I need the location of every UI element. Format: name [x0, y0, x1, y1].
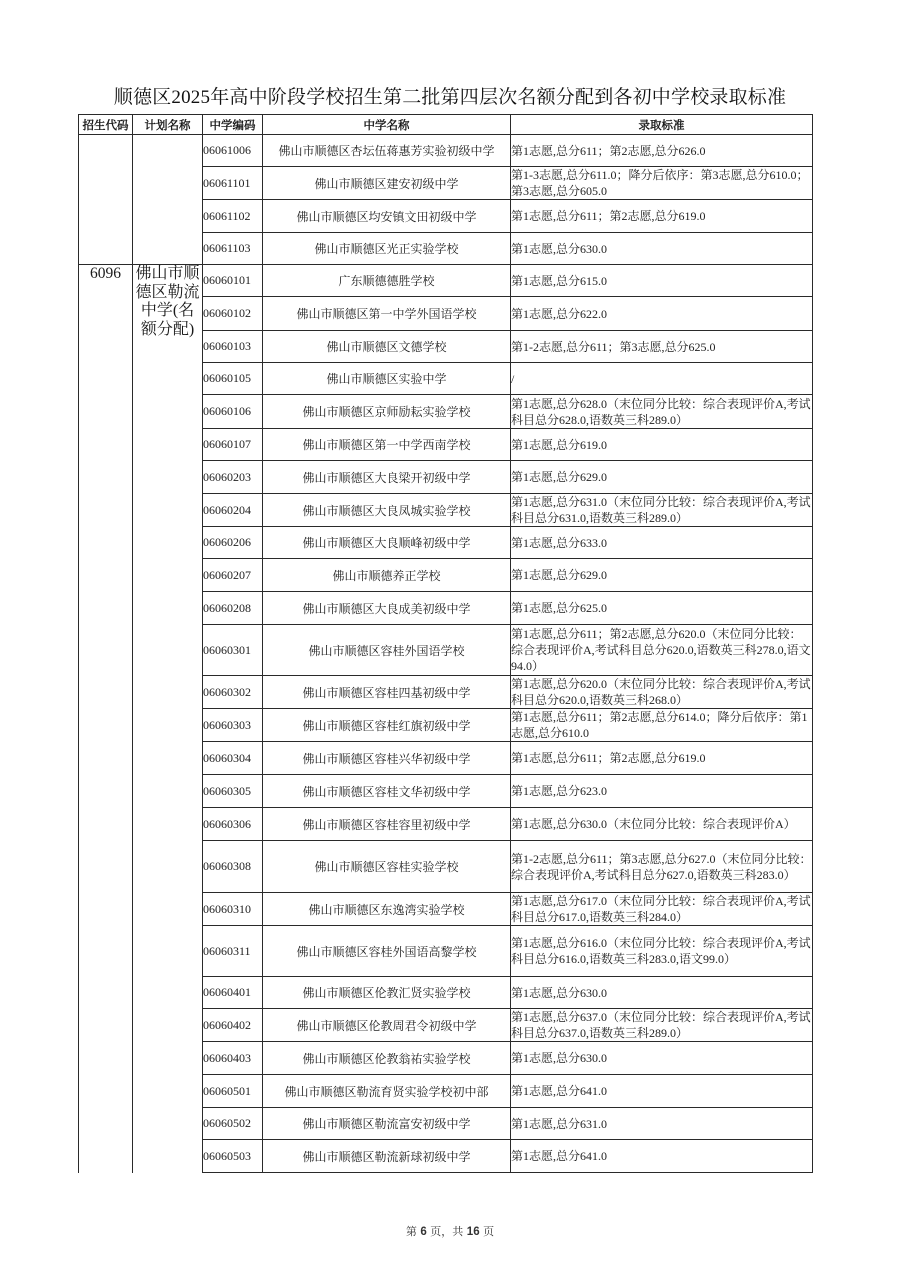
school-name: 佛山市顺德区杏坛伍蒋惠芳实验初级中学 [263, 135, 511, 167]
school-code: 06060204 [203, 494, 263, 527]
admission-criteria: 第1志愿,总分611；第2志愿,总分626.0 [511, 135, 813, 167]
header-enroll-code: 招生代码 [79, 115, 133, 135]
admission-criteria-table [78, 114, 813, 1173]
school-code: 06060403 [203, 1042, 263, 1075]
school-code: 06060208 [203, 592, 263, 625]
admission-criteria: 第1志愿,总分629.0 [511, 559, 813, 592]
school-name: 佛山市顺德区东逸湾实验学校 [263, 893, 511, 926]
school-name: 佛山市顺德区伦教翁祐实验学校 [263, 1042, 511, 1075]
school-code: 06060101 [203, 265, 263, 297]
school-code: 06061101 [203, 167, 263, 200]
school-code: 06060106 [203, 395, 263, 429]
header-school-name: 中学名称 [263, 115, 511, 135]
group-enroll-code [79, 135, 133, 265]
school-name: 佛山市顺德区大良梁开初级中学 [263, 461, 511, 494]
admission-criteria: 第1志愿,总分637.0（末位同分比较：综合表现评价A,考试科目总分637.0,语数英三科289.0） [511, 1010, 811, 1040]
admission-criteria: 第1志愿,总分623.0 [511, 775, 813, 808]
school-name: 佛山市顺德区文德学校 [263, 331, 511, 363]
school-name: 佛山市顺德区容桂外国语学校 [263, 625, 511, 676]
school-name: 佛山市顺德区第一中学外国语学校 [263, 297, 511, 331]
school-code: 06060105 [203, 363, 263, 395]
school-name: 佛山市顺德区容桂容里初级中学 [263, 808, 511, 841]
page-title: 顺德区2025年高中阶段学校招生第二批第四层次名额分配到各初中学校录取标准 [113, 87, 787, 108]
total-page-count: 16 [466, 1226, 480, 1238]
header-criteria: 录取标准 [511, 115, 813, 135]
school-name: 佛山市顺德区均安镇文田初级中学 [263, 200, 511, 233]
school-name: 广东顺德德胜学校 [263, 265, 511, 297]
school-code: 06060501 [203, 1075, 263, 1108]
table-row [79, 265, 813, 297]
admission-criteria: 第1志愿,总分629.0 [511, 461, 813, 494]
school-code: 06061102 [203, 200, 263, 233]
school-code: 06060310 [203, 893, 263, 926]
school-code: 06060305 [203, 775, 263, 808]
admission-criteria: 第1志愿,总分616.0（末位同分比较：综合表现评价A,考试科目总分616.0,语数英三科283.0,语文99.0） [511, 926, 813, 977]
school-code: 06060302 [203, 676, 263, 709]
school-name: 佛山市顺德养正学校 [263, 559, 511, 592]
admission-criteria: 第1志愿,总分622.0 [511, 297, 813, 331]
admission-criteria: 第1志愿,总分631.0 [511, 1108, 813, 1140]
school-code: 06060301 [203, 625, 263, 676]
admission-criteria: 第1志愿,总分641.0 [511, 1075, 813, 1108]
table-header-row [79, 115, 813, 135]
admission-criteria: 第1志愿,总分611；第2志愿,总分619.0 [511, 742, 813, 775]
school-name: 佛山市顺德区容桂文华初级中学 [263, 775, 511, 808]
admission-criteria: 第1志愿,总分628.0（末位同分比较：综合表现评价A,考试科目总分628.0,语数英三科289.0） [511, 396, 811, 427]
admission-criteria: 第1-3志愿,总分611.0；降分后依序：第3志愿,总分610.0；第3志愿,总分605.0 [511, 167, 813, 200]
admission-criteria: 第1志愿,总分630.0 [511, 233, 813, 265]
school-name: 佛山市顺德区大良成美初级中学 [263, 592, 511, 625]
school-code: 06060402 [203, 1009, 263, 1042]
admission-criteria: 第1志愿,总分641.0 [511, 1140, 813, 1173]
school-name: 佛山市顺德区实验中学 [263, 363, 511, 395]
admission-criteria: 第1志愿,总分633.0 [511, 527, 813, 559]
school-code: 06060203 [203, 461, 263, 494]
school-code: 06060303 [203, 709, 263, 742]
school-name: 佛山市顺德区第一中学西南学校 [263, 429, 511, 461]
admission-criteria: 第1志愿,总分611；第2志愿,总分614.0；降分后依序：第1志愿,总分610.0 [511, 709, 813, 742]
admission-criteria: 第1志愿,总分611；第2志愿,总分619.0 [511, 200, 813, 233]
school-name: 佛山市顺德区容桂兴华初级中学 [263, 742, 511, 775]
school-code: 06060304 [203, 742, 263, 775]
footer-suffix: 页 [479, 1225, 495, 1238]
school-name: 佛山市顺德区勒流富安初级中学 [263, 1108, 511, 1140]
group-plan-name [133, 135, 203, 265]
school-name: 佛山市顺德区大良顺峰初级中学 [263, 527, 511, 559]
school-code: 06060308 [203, 841, 263, 893]
school-code: 06060401 [203, 977, 263, 1009]
admission-criteria: 第1志愿,总分620.0（末位同分比较：综合表现评价A,考试科目总分620.0,语数英三科268.0） [511, 677, 811, 707]
admission-criteria: 第1志愿,总分631.0（末位同分比较：综合表现评价A,考试科目总分631.0,语数英三科289.0） [511, 495, 811, 525]
school-name: 佛山市顺德区容桂红旗初级中学 [263, 709, 511, 742]
admission-criteria: / [511, 363, 813, 395]
current-page-number: 6 [420, 1226, 427, 1238]
school-name: 佛山市顺德区勒流新球初级中学 [263, 1140, 511, 1173]
school-name: 佛山市顺德区容桂实验学校 [263, 841, 511, 893]
admission-criteria: 第1志愿,总分630.0 [511, 977, 813, 1009]
school-name: 佛山市顺德区容桂外国语高黎学校 [263, 926, 511, 977]
school-code: 06060207 [203, 559, 263, 592]
school-code: 06060503 [203, 1140, 263, 1173]
admission-criteria: 第1志愿,总分625.0 [511, 592, 813, 625]
school-code: 06060306 [203, 808, 263, 841]
school-name: 佛山市顺德区容桂四基初级中学 [263, 676, 511, 709]
admission-criteria: 第1志愿,总分630.0（末位同分比较：综合表现评价A） [511, 808, 813, 841]
header-school-code: 中学编码 [203, 115, 263, 135]
school-code: 06060103 [203, 331, 263, 363]
school-name: 佛山市顺德区大良凤城实验学校 [263, 494, 511, 527]
school-name: 佛山市顺德区勒流育贤实验学校初中部 [263, 1075, 511, 1108]
school-code: 06060502 [203, 1108, 263, 1140]
school-code: 06061006 [203, 135, 263, 167]
footer-prefix: 第 [405, 1225, 421, 1238]
school-code: 06061103 [203, 233, 263, 265]
admission-criteria: 第1志愿,总分619.0 [511, 429, 813, 461]
admission-criteria: 第1-2志愿,总分611；第3志愿,总分625.0 [511, 331, 813, 363]
school-code: 06060107 [203, 429, 263, 461]
school-name: 佛山市顺德区建安初级中学 [263, 167, 511, 200]
school-code: 06060102 [203, 297, 263, 331]
admission-criteria: 第1志愿,总分630.0 [511, 1042, 813, 1075]
school-code: 06060206 [203, 527, 263, 559]
school-code: 06060311 [203, 926, 263, 977]
footer-middle: 页，共 [426, 1225, 467, 1238]
school-name: 佛山市顺德区光正实验学校 [263, 233, 511, 265]
admission-criteria: 第1-2志愿,总分611；第3志愿,总分627.0（末位同分比较：综合表现评价A,考试科目总分627.0,语数英三科283.0） [511, 841, 813, 893]
school-name: 佛山市顺德区京师励耘实验学校 [263, 395, 511, 429]
school-name: 佛山市顺德区伦教周君令初级中学 [263, 1009, 511, 1042]
admission-criteria: 第1志愿,总分615.0 [511, 265, 813, 297]
page-footer [0, 1223, 900, 1239]
header-plan-name: 计划名称 [133, 115, 203, 135]
table-row [79, 135, 813, 167]
group-plan-name: 佛山市顺德区勒流中学(名额分配) [133, 265, 203, 1173]
group-enroll-code: 6096 [79, 265, 133, 1173]
admission-criteria: 第1志愿,总分611；第2志愿,总分620.0（末位同分比较：综合表现评价A,考试科目总分620.0,语数英三科278.0,语文94.0） [511, 625, 813, 676]
admission-criteria: 第1志愿,总分617.0（末位同分比较：综合表现评价A,考试科目总分617.0,语数英三科284.0） [511, 894, 811, 924]
school-name: 佛山市顺德区伦教汇贤实验学校 [263, 977, 511, 1009]
